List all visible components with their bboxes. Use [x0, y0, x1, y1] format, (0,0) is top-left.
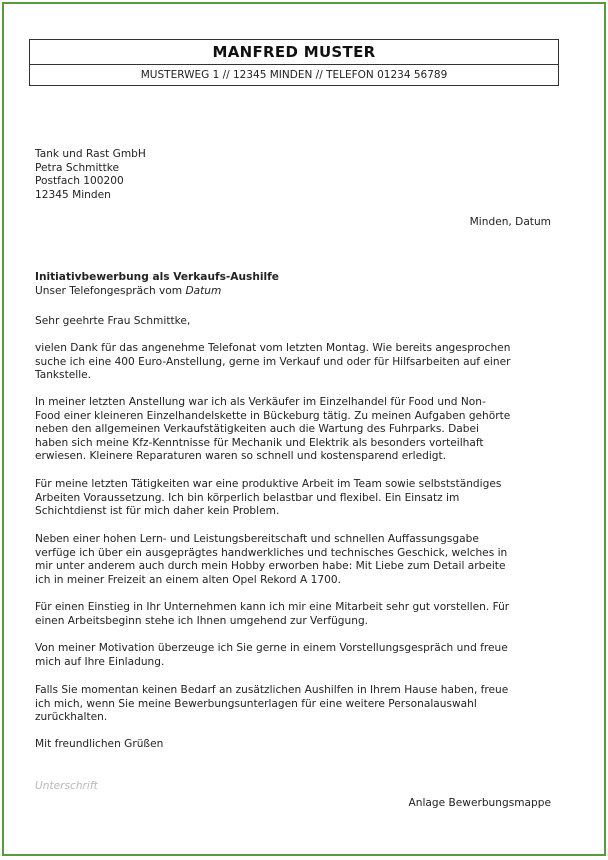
paragraph-line: Food einer kleineren Einzelhandelskette in Bückeburg tätig. Zu meinen Aufgaben gehörte [35, 409, 511, 422]
paragraph-line: mir unter anderem auch durch mein Hobby erworben habe: Mit Liebe zum Detail arbeite [35, 560, 506, 573]
letter-page [2, 2, 606, 856]
enclosure-note: Anlage Bewerbungsmappe [408, 797, 551, 809]
paragraph-line: verfüge ich über ein ausgeprägtes handwerkliches und technisches Geschick, welches in [35, 546, 508, 559]
paragraph-line: Falls Sie momentan keinen Bedarf an zusätzlichen Aushilfen in Ihrem Hause haben, freue [35, 684, 509, 696]
paragraph-line: mich auf Ihre Einladung. [35, 655, 165, 668]
recipient-po-box: Postfach 100200 [35, 175, 124, 188]
paragraph-line: Tankstelle. [35, 369, 92, 382]
paragraph-line: haben sich meine Kfz-Kenntnisse für Mechanik und Elektrik als besonders vorteilhaft [35, 436, 484, 449]
paragraph-3 [35, 478, 501, 519]
paragraph-line: Von meiner Motivation überzeuge ich Sie gerne in einem Vorstellungsgespräch und freue [35, 642, 508, 654]
letterhead [29, 39, 559, 86]
salutation: Sehr geehrte Frau Schmittke, [35, 315, 191, 327]
paragraph-7 [35, 684, 508, 725]
recipient-block [35, 148, 146, 202]
subject-reference [35, 285, 279, 299]
paragraph-line: zurückhalten. [35, 711, 108, 724]
paragraph-line: einen Arbeitsbeginn stehe ich Ihnen umgehend zur Verfügung. [35, 614, 369, 627]
paragraph-line: Neben einer hohen Lern- und Leistungsbereitschaft und schnellen Auffassungsgabe [35, 533, 479, 545]
sender-name: MANFRED MUSTER [30, 40, 558, 65]
reference-date: Datum [185, 284, 222, 297]
paragraph-2 [35, 396, 510, 464]
paragraph-line: vielen Dank für das angenehme Telefonat vom letzten Montag. Wie bereits angesprochen [35, 342, 511, 354]
sender-address: MUSTERWEG 1 // 12345 MINDEN // TELEFON 01234 56789 [140, 69, 448, 81]
recipient-city: 12345 Minden [35, 188, 111, 201]
paragraph-line: Schichtdienst ist für mich daher kein Problem. [35, 505, 280, 518]
signature-placeholder: Unterschrift [35, 780, 98, 792]
paragraph-1 [35, 342, 510, 383]
paragraph-6 [35, 642, 508, 669]
paragraph-line: Für meine letzten Tätigkeiten war eine produktive Arbeit im Team sowie selbstständiges [35, 478, 502, 490]
paragraph-line: In meiner letzten Anstellung war ich als Verkäufer im Einzelhandel für Food und Non- [35, 396, 486, 408]
paragraph-line: suche ich eine 400 Euro-Anstellung, gerne im Verkauf und oder für Hilfsarbeiten auf einer [35, 355, 511, 368]
subject-title: Initiativbewerbung als Verkaufs-Aushilfe [35, 271, 279, 283]
paragraph-4 [35, 533, 507, 587]
paragraph-line: ich in meiner Freizeit an einem alten Opel Rekord A 1700. [35, 573, 341, 586]
reference-prefix: Unser Telefongespräch vom [35, 284, 186, 297]
paragraph-line: erwiesen. Kleinere Reparaturen waren so schnell und kostensparend erledigt. [35, 450, 447, 463]
recipient-company: Tank und Rast GmbH [35, 148, 146, 160]
paragraph-line: ich mich, wenn Sie meine Bewerbungsunterlagen für eine weitere Personalauswahl [35, 697, 477, 710]
paragraph-line: neben den allgemeinen Verkaufstätigkeiten auch die Wartung des Fuhrparks. Dabei [35, 423, 479, 436]
closing: Mit freundlichen Grüßen [35, 738, 164, 750]
recipient-person: Petra Schmittke [35, 161, 120, 174]
paragraph-line: Arbeiten Voraussetzung. Ich bin körperlich belastbar und flexibel. Ein Einsatz im [35, 491, 460, 504]
subject-block [35, 271, 279, 298]
paragraph-5 [35, 601, 509, 628]
place-date: Minden, Datum [469, 216, 551, 228]
paragraph-line: Für einen Einstieg in Ihr Unternehmen kann ich mir eine Mitarbeit sehr gut vorstellen. Für [35, 601, 510, 613]
